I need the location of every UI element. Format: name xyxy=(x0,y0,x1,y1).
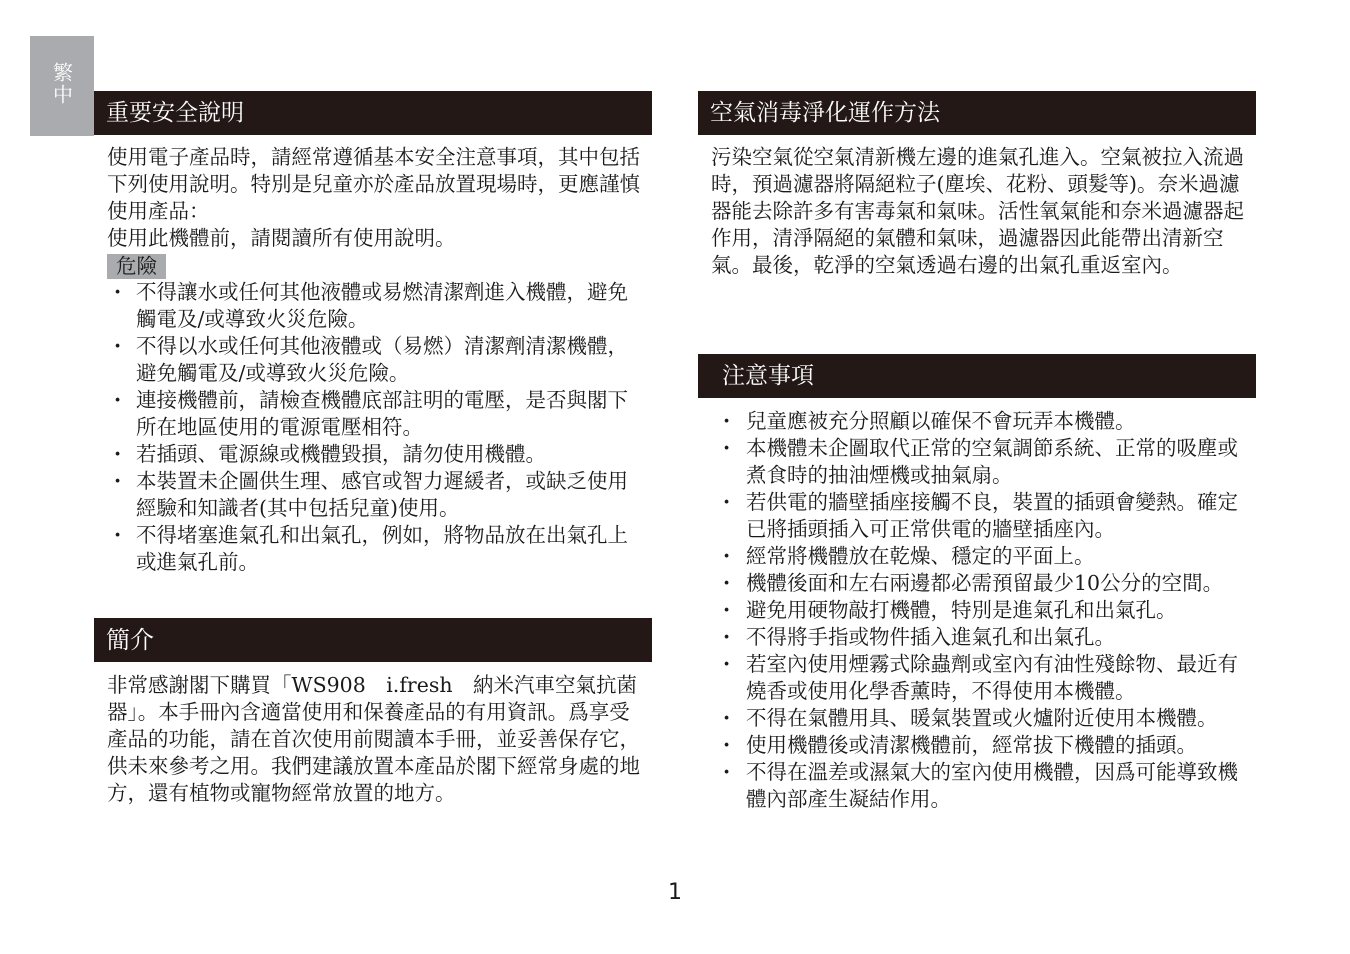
operation-heading: 空氣消毒淨化運作方法 xyxy=(698,91,1256,135)
cautions-heading: 注意事項 xyxy=(698,354,1256,398)
list-item: · 本裝置未企圖供生理、感官或智力遲緩者，或缺乏使用經驗和知識者(其中包括兒童)使用。 xyxy=(107,468,640,522)
safety-intro-paragraph: 使用電子產品時，請經常遵循基本安全注意事項，其中包括下列使用說明。特別是兒童亦於產品放置現場時，更應謹慎使用產品： xyxy=(107,145,640,223)
list-item: · 使用機體後或清潔機體前，經常拔下機體的插頭。 xyxy=(711,732,1244,759)
safety-heading: 重要安全說明 xyxy=(94,91,652,135)
list-item: · 若室內使用煙霧式除蟲劑或室內有油性殘餘物、最近有燒香或使用化學香薰時，不得使用本機體。 xyxy=(711,651,1244,705)
operation-paragraph: 污染空氣從空氣清新機左邊的進氣孔進入。空氣被拉入流過時，預過濾器將隔絕粒子(塵埃、花粉、頭髮等)。奈米過濾器能去除許多有害毒氣和氣味。活性氧氣能和奈米過濾器起作用，清淨隔絕的氣體和氣味，過濾器因此能帶出清新空氣。最後，乾淨的空氣透過右邊的出氣孔重返室內。 xyxy=(711,145,1244,277)
list-item: · 本機體未企圖取代正常的空氣調節系統、正常的吸塵或煮食時的抽油煙機或抽氣扇。 xyxy=(711,435,1244,489)
list-item: · 不得以水或任何其他液體或（易燃）清潔劑清潔機體，避免觸電及/或導致火災危險。 xyxy=(107,333,640,387)
list-item: · 若供電的牆壁插座接觸不良，裝置的插頭會變熱。確定已將插頭插入可正常供電的牆壁插座內。 xyxy=(711,489,1244,543)
list-item: · 經常將機體放在乾燥、穩定的平面上。 xyxy=(711,543,1244,570)
intro-section xyxy=(94,618,652,807)
page-number: 1 xyxy=(668,880,682,905)
list-item: · 兒童應被充分照顧以確保不會玩弄本機體。 xyxy=(711,408,1244,435)
cautions-list xyxy=(698,408,1256,813)
list-item: · 不得讓水或任何其他液體或易燃清潔劑進入機體，避免觸電及/或導致火災危險。 xyxy=(107,279,640,333)
intro-heading: 簡介 xyxy=(94,618,652,662)
danger-list xyxy=(94,279,652,576)
operation-section xyxy=(698,91,1256,279)
intro-paragraph: 非常感謝閣下購買「WS908 i.fresh 納米汽車空氣抗菌器」。本手冊內含適當使用和保養產品的有用資訊。爲享受產品的功能，請在首次使用前閱讀本手冊，並妥善保存它，供未來參考之用。我們建議放置本產品於閣下經常身處的地方，還有植物或寵物經常放置的地方。 xyxy=(107,673,640,805)
cautions-section xyxy=(698,354,1256,813)
danger-badge: 危險 xyxy=(107,254,166,279)
list-item: · 避免用硬物敲打機體，特別是進氣孔和出氣孔。 xyxy=(711,597,1244,624)
read-instructions-paragraph: 使用此機體前，請閱讀所有使用說明。 xyxy=(107,226,456,250)
list-item: · 不得將手指或物件插入進氣孔和出氣孔。 xyxy=(711,624,1244,651)
language-tab-label: 繁中 xyxy=(49,62,74,106)
list-item: · 若插頭、電源線或機體毀損，請勿使用機體。 xyxy=(107,441,640,468)
list-item: · 機體後面和左右兩邊都必需預留最少10公分的空間。 xyxy=(711,570,1244,597)
list-item: · 不得在溫差或濕氣大的室內使用機體，因爲可能導致機體內部產生凝結作用。 xyxy=(711,759,1244,813)
safety-section xyxy=(94,91,652,576)
list-item: · 不得堵塞進氣孔和出氣孔，例如，將物品放在出氣孔上或進氣孔前。 xyxy=(107,522,640,576)
language-tab xyxy=(30,36,94,136)
list-item: · 不得在氣體用具、暖氣裝置或火爐附近使用本機體。 xyxy=(711,705,1244,732)
list-item: · 連接機體前，請檢查機體底部註明的電壓，是否與閣下所在地區使用的電源電壓相符。 xyxy=(107,387,640,441)
